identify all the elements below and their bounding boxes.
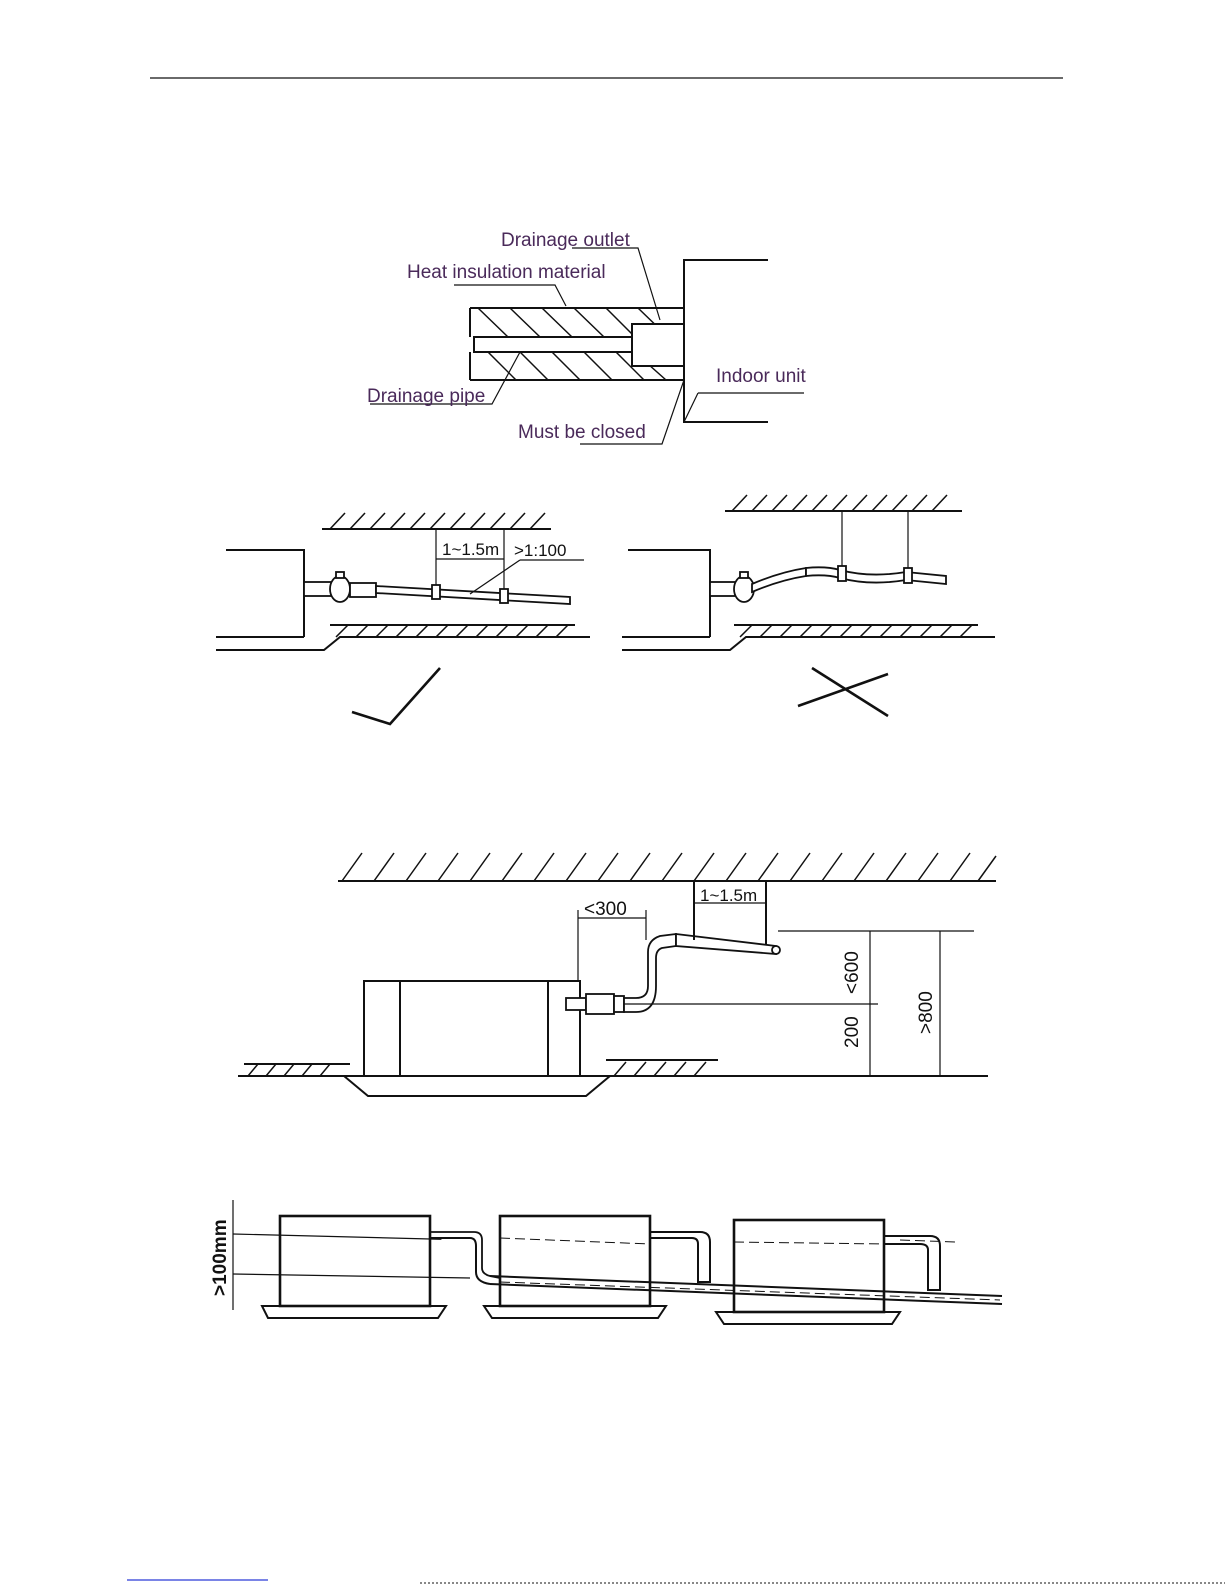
label-indoor-unit: Indoor unit [716,366,806,387]
label-slope: >1:100 [514,541,567,560]
figure-drain-lift [238,853,996,1096]
figure-correct-slope [216,513,590,724]
figure-drain-outlet-insulation [367,230,807,444]
label-support-spacing: 1~1.5m [442,540,500,559]
figure-multi-unit-drain [210,1200,1002,1324]
figure-wrong-slope [622,495,995,716]
label-outlet-height: 200 [842,1016,863,1048]
label-support-spacing-3: 1~1.5m [700,886,758,905]
drainage-outlet [632,324,684,366]
cross-mark-icon [798,668,888,716]
label-heat-insulation: Heat insulation material [407,262,606,283]
indoor-unit-outline [684,260,768,422]
label-drainage-pipe: Drainage pipe [367,386,486,407]
label-drainage-outlet: Drainage outlet [501,230,630,251]
label-horizontal-limit: <300 [584,899,627,920]
label-rise-limit: <600 [842,951,863,994]
cassette-panel [344,1076,610,1096]
drainage-pipe [474,337,632,352]
label-height-difference: >100mm [210,1219,231,1296]
check-mark-icon [352,668,440,724]
label-must-be-closed: Must be closed [518,422,646,443]
label-total-height: >800 [916,991,937,1034]
